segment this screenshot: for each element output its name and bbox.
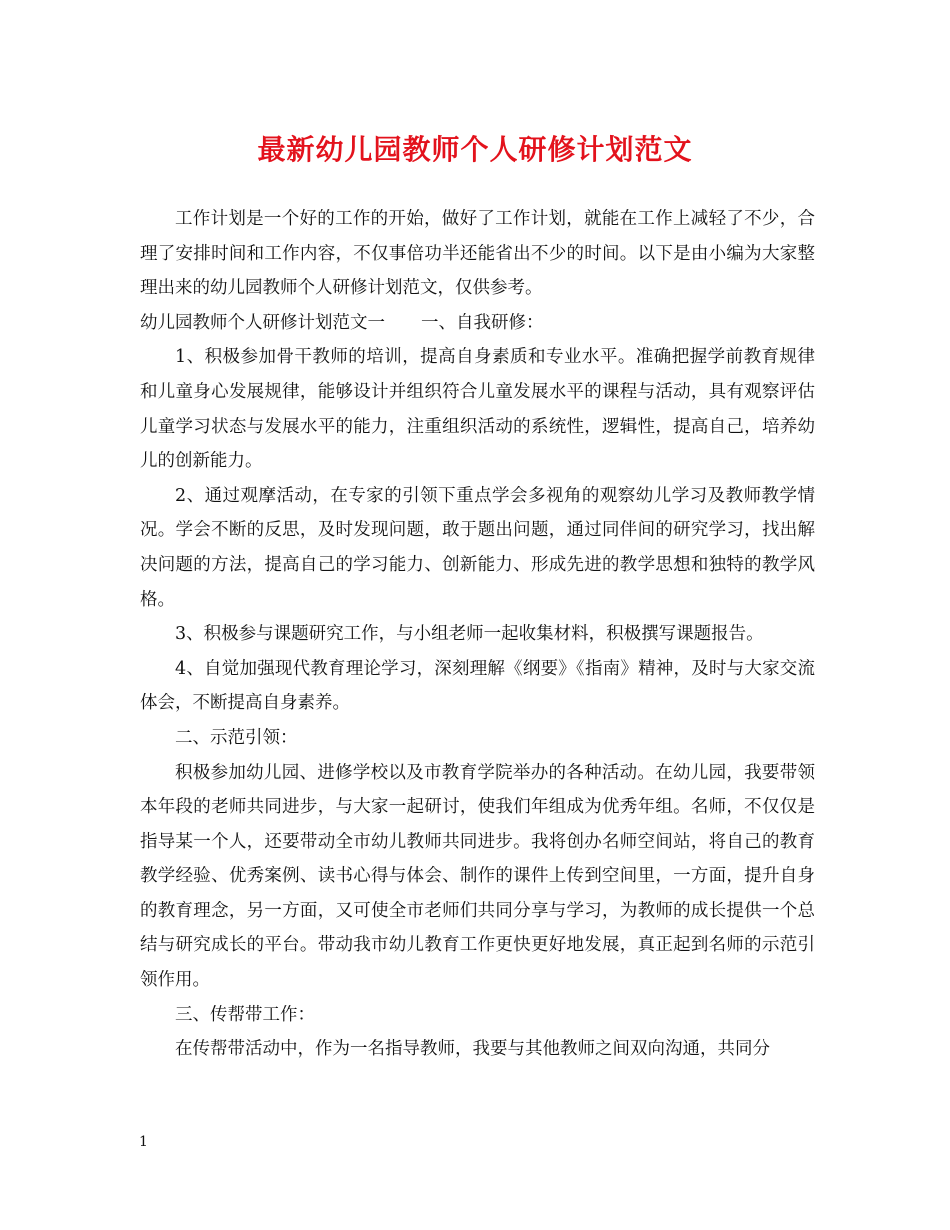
section-heading-demonstration: 二、示范引领： [175,727,298,748]
intro-paragraph: 工作计划是一个好的工作的开始，做好了工作计划，就能在工作上减轻了不少，合理了安排时间和工作内容，不仅事倍功半还能省出不少的时间。以下是由小编为大家整理出来的幼儿园教师个人研修计划范文，仅供参考。 [140,209,815,299]
paragraph-demonstration: 积极参加幼儿园、进修学校以及市教育学院举办的各种活动。在幼儿园，我要带领本年段的老师共同进步，与大家一起研讨，使我们年组成为优秀年组。名师，不仅仅是指导某一个人，还要带动全市幼儿教师共同进步。我将创办名师空间站，将自己的教育教学经验、优秀案例、读书心得与体会、制作的课件上传到空间里，一方面，提升自身的教育理念，另一方面，又可使全市老师们共同分享与学习，为教师的成长提供一个总结与研究成长的平台。带动我市幼儿教育工作更快更好地发展，真正起到名师的示范引领作用。 [140,762,815,991]
paragraph-mentoring: 在传帮带活动中，作为一名指导教师，我要与其他教师之间双向沟通，共同分 [175,1039,770,1060]
paragraph-item-4: 4、自觉加强现代教育理论学习，深刻理解《纲要》《指南》精神，及时与大家交流体会，不断提高自身素养。 [140,658,815,714]
section-heading-self-study: 一、自我研修： [421,312,544,333]
plan-subtitle: 幼儿园教师个人研修计划范文一 [140,312,385,333]
document-title: 最新幼儿园教师个人研修计划范文 [257,133,693,166]
paragraph-item-1: 1、积极参加骨干教师的培训，提高自身素质和专业水平。准确把握学前教育规律和儿童身心发展规律，能够设计并组织符合儿童发展水平的课程与活动，具有观察评估儿童学习状态与发展水平的能力，注重组织活动的系统性，逻辑性，提高自己，培养幼儿的创新能力。 [140,347,815,472]
page-number: 1 [139,1134,148,1150]
paragraph-item-2: 2、通过观摩活动，在专家的引领下重点学会多视角的观察幼儿学习及教师教学情况。学会不断的反思，及时发现问题，敢于题出问题，通过同伴间的研究学习，找出解决问题的方法，提高自己的学习能力、创新能力、形成先进的教学思想和独特的教学风格。 [140,485,815,610]
paragraph-item-3: 3、积极参与课题研究工作，与小组老师一起收集材料，积极撰写课题报告。 [175,624,764,645]
section-heading-line [140,306,815,341]
document-body [140,202,815,1067]
section-heading-mentoring: 三、传帮带工作： [175,1004,315,1025]
